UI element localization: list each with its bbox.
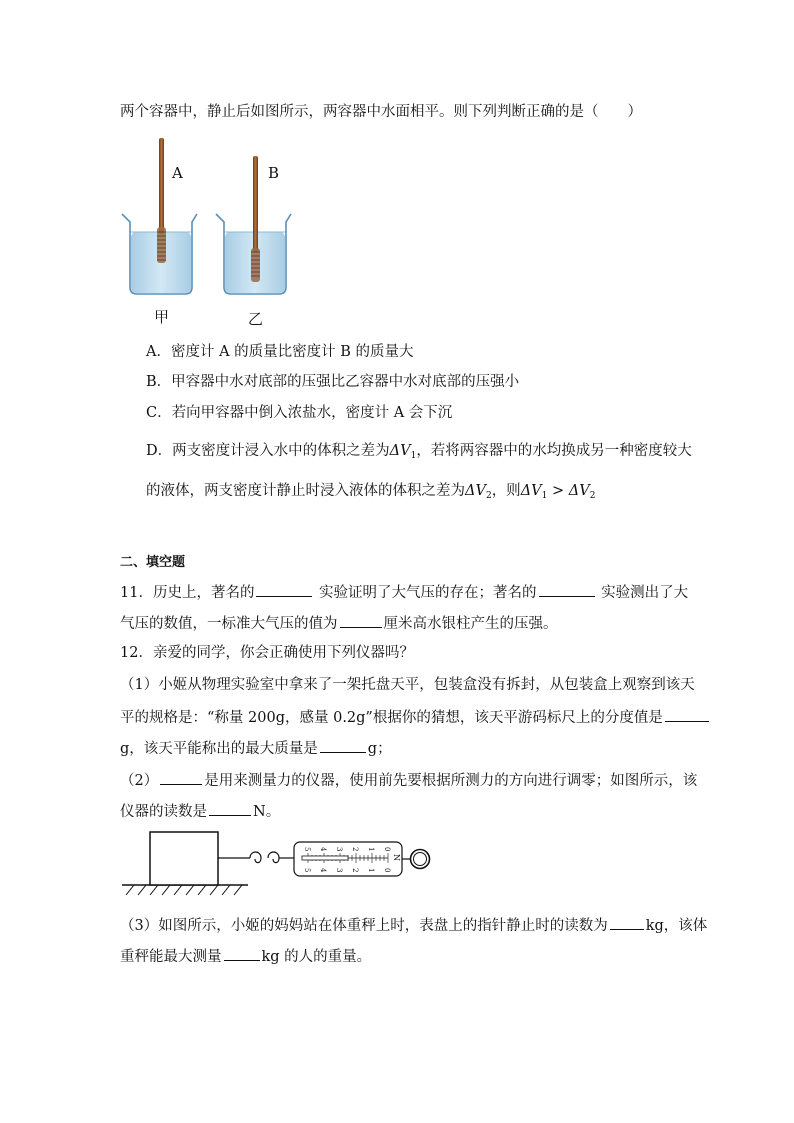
- label-b: B: [268, 164, 280, 182]
- svg-text:4: 4: [319, 847, 327, 852]
- q12-p3-line1: （3）如图所示，小姬的妈妈站在体重秤上时，表盘上的指针静止时的读数为 kg，该体: [120, 914, 707, 936]
- option-a: A．密度计 A 的质量比密度计 B 的质量大: [146, 344, 414, 360]
- option-b: B．甲容器中水对底部的压强比乙容器中水对底部的压强小: [146, 374, 520, 390]
- q11-blank-1[interactable]: [256, 581, 312, 597]
- svg-text:N: N: [392, 854, 401, 861]
- caption-jia: 甲: [154, 308, 170, 326]
- svg-text:4: 4: [319, 868, 327, 873]
- q12-p1-line2: 平的规格是：“称量 200g，感量 0.2g”根据你的猜想，该天平游码标尺上的分度值是: [120, 706, 711, 728]
- spring-scale-figure: [118, 828, 438, 900]
- svg-text:2: 2: [351, 868, 359, 873]
- q12-blank-3[interactable]: [160, 769, 202, 785]
- svg-text:0: 0: [383, 847, 391, 852]
- q10-stem: 两个容器中，静止后如图所示，两容器中水面相平。则下列判断正确的是（ ）: [120, 104, 642, 120]
- q12-p2-line2: 仪器的读数是 N。: [120, 800, 280, 822]
- hydrometer-figure: [118, 132, 308, 332]
- section-heading: 二、填空题: [120, 555, 186, 570]
- hydrometer-b: [251, 156, 260, 282]
- label-a: A: [172, 164, 183, 182]
- hydrometer-a: [157, 138, 166, 263]
- q11-blank-2[interactable]: [539, 581, 595, 597]
- q12-p1-line3: g，该天平能称出的最大质量是 g；: [120, 737, 392, 759]
- q12-p1-line1: （1）小姬从物理实验室中拿来了一架托盘天平，包装盒没有拆封，从包装盒上观察到该天: [120, 677, 695, 693]
- block: [150, 832, 218, 885]
- q11-line1: 11．历史上，著名的 实验证明了大气压的存在；著名的 实验测出了大: [120, 581, 688, 603]
- q12-p2-line1: （2） 是用来测量力的仪器，使用前先要根据所测力的方向进行调零；如图所示，该: [120, 769, 697, 791]
- q11-line2: 气压的数值，一标准大气压的值为 厘米高水银柱产生的压强。: [120, 612, 558, 634]
- q12-blank-4[interactable]: [209, 800, 251, 816]
- q12-blank-2[interactable]: [320, 737, 366, 753]
- q12-blank-1[interactable]: [665, 706, 709, 722]
- option-d-line1: D．两支密度计浸入水中的体积之差为$\Delta V_1$，若将两容器中的水均换成另一种密度较大: [146, 443, 692, 461]
- q11-blank-3[interactable]: [340, 612, 382, 628]
- svg-text:3: 3: [335, 847, 343, 852]
- svg-text:5: 5: [303, 847, 311, 852]
- caption-yi: 乙: [248, 310, 264, 328]
- svg-text:1: 1: [367, 868, 375, 873]
- q12-blank-5[interactable]: [610, 914, 644, 930]
- q12-blank-6[interactable]: [224, 945, 260, 961]
- option-c: C．若向甲容器中倒入浓盐水，密度计 A 会下沉: [146, 405, 453, 421]
- option-d-line2: 的液体，两支密度计静止时浸入液体的体积之差为$\Delta V_2$，则$\Delta V_1 > \Delta V_2$: [146, 483, 596, 501]
- svg-text:1: 1: [367, 847, 375, 852]
- svg-text:3: 3: [335, 868, 343, 873]
- q12-stem: 12．亲爱的同学，你会正确使用下列仪器吗？: [120, 645, 414, 661]
- svg-text:0: 0: [383, 868, 391, 873]
- q12-p3-line2: 重秤能最大测量 kg 的人的重量。: [120, 945, 371, 967]
- svg-text:5: 5: [303, 868, 311, 873]
- svg-text:2: 2: [351, 847, 359, 852]
